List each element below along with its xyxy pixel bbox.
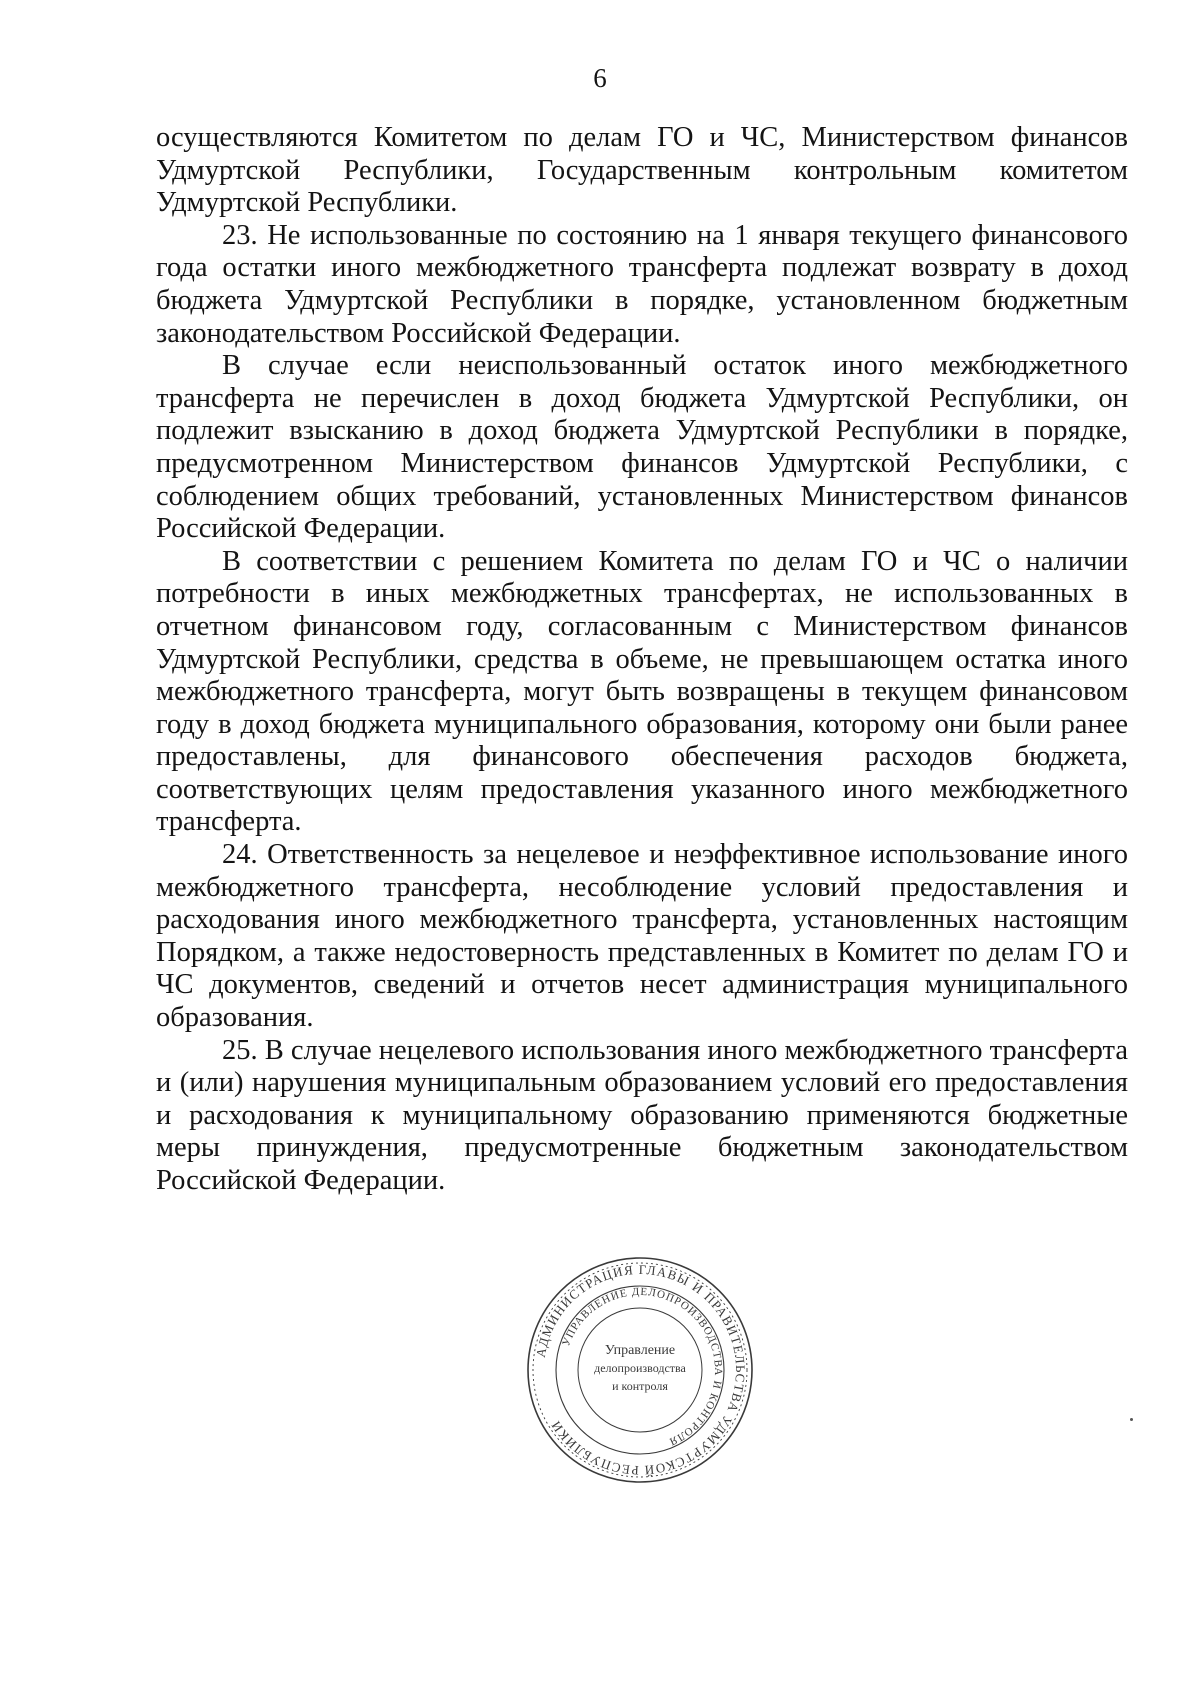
body-text	[156, 122, 1128, 1198]
seal-inner-text: УПРАВЛЕНИЕ ДЕЛОПРОИЗВОДСТВА И КОНТРОЛЯ	[560, 1285, 725, 1448]
seal-graphic	[520, 1250, 760, 1490]
paragraph: 24. Ответственность за нецелевое и неэффективное использование иного межбюджетного трансферта, несоблюдение условий предоставления и расходования иного межбюджетного трансферта, установленных настоящим Порядком, а также недостоверность представленных в Комитет по делам ГО и ЧС документов, сведений и отчетов несет администрация муниципального образования.	[156, 839, 1128, 1034]
paragraph: осуществляются Комитетом по делам ГО и ЧС, Министерством финансов Удмуртской Республики, Государственным контрольным комитетом Удмуртской Республики.	[156, 122, 1128, 219]
seal-center-line: делопроизводства	[594, 1361, 686, 1375]
paragraph: В случае если неиспользованный остаток иного межбюджетного трансферта не перечислен в доход бюджета Удмуртской Республики, он подлежит взысканию в доход бюджета Удмуртской Республики в порядке, предусмотренном Министерством финансов Удмуртской Республики, с соблюдением общих требований, установленных Министерством финансов Российской Федерации.	[156, 350, 1128, 545]
paragraph: 23. Не использованные по состоянию на 1 января текущего финансового года остатки иного межбюджетного трансферта подлежат возврату в доход бюджета Удмуртской Республики в порядке, установленном бюджетным законодательством Российской Федерации.	[156, 219, 1128, 349]
page-number: 6	[593, 63, 607, 93]
seal-center-line: и контроля	[612, 1379, 668, 1393]
round-seal-icon	[520, 1250, 760, 1490]
seal-center-line: Управление	[604, 1343, 676, 1358]
paragraph: В соответствии с решением Комитета по делам ГО и ЧС о наличии потребности в иных межбюджетных трансфертах, не использованных в отчетном финансовом году, согласованным с Министерством финансов Удмуртской Республики, средства в объеме, не превышающем остатка иного межбюджетного трансферта, могут быть возвращены в текущем финансовом году в доход бюджета муниципального образования, которому они были ранее предоставлены, для финансового обеспечения расходов бюджета, соответствующих целям предоставления указанного иного межбюджетного трансферта.	[156, 545, 1128, 838]
seal-outer-text: АДМИНИСТРАЦИЯ ГЛАВЫ И ПРАВИТЕЛЬСТВА УДМУРТСКОЙ РЕСПУБЛИКИ	[532, 1261, 749, 1479]
scan-speck	[1130, 1418, 1133, 1421]
paragraph: 25. В случае нецелевого использования иного межбюджетного трансферта и (или) нарушения муниципальным образованием условий его предоставления и расходования к муниципальному образованию применяются бюджетные меры принуждения, предусмотренные бюджетным законодательством Российской Федерации.	[156, 1034, 1128, 1196]
